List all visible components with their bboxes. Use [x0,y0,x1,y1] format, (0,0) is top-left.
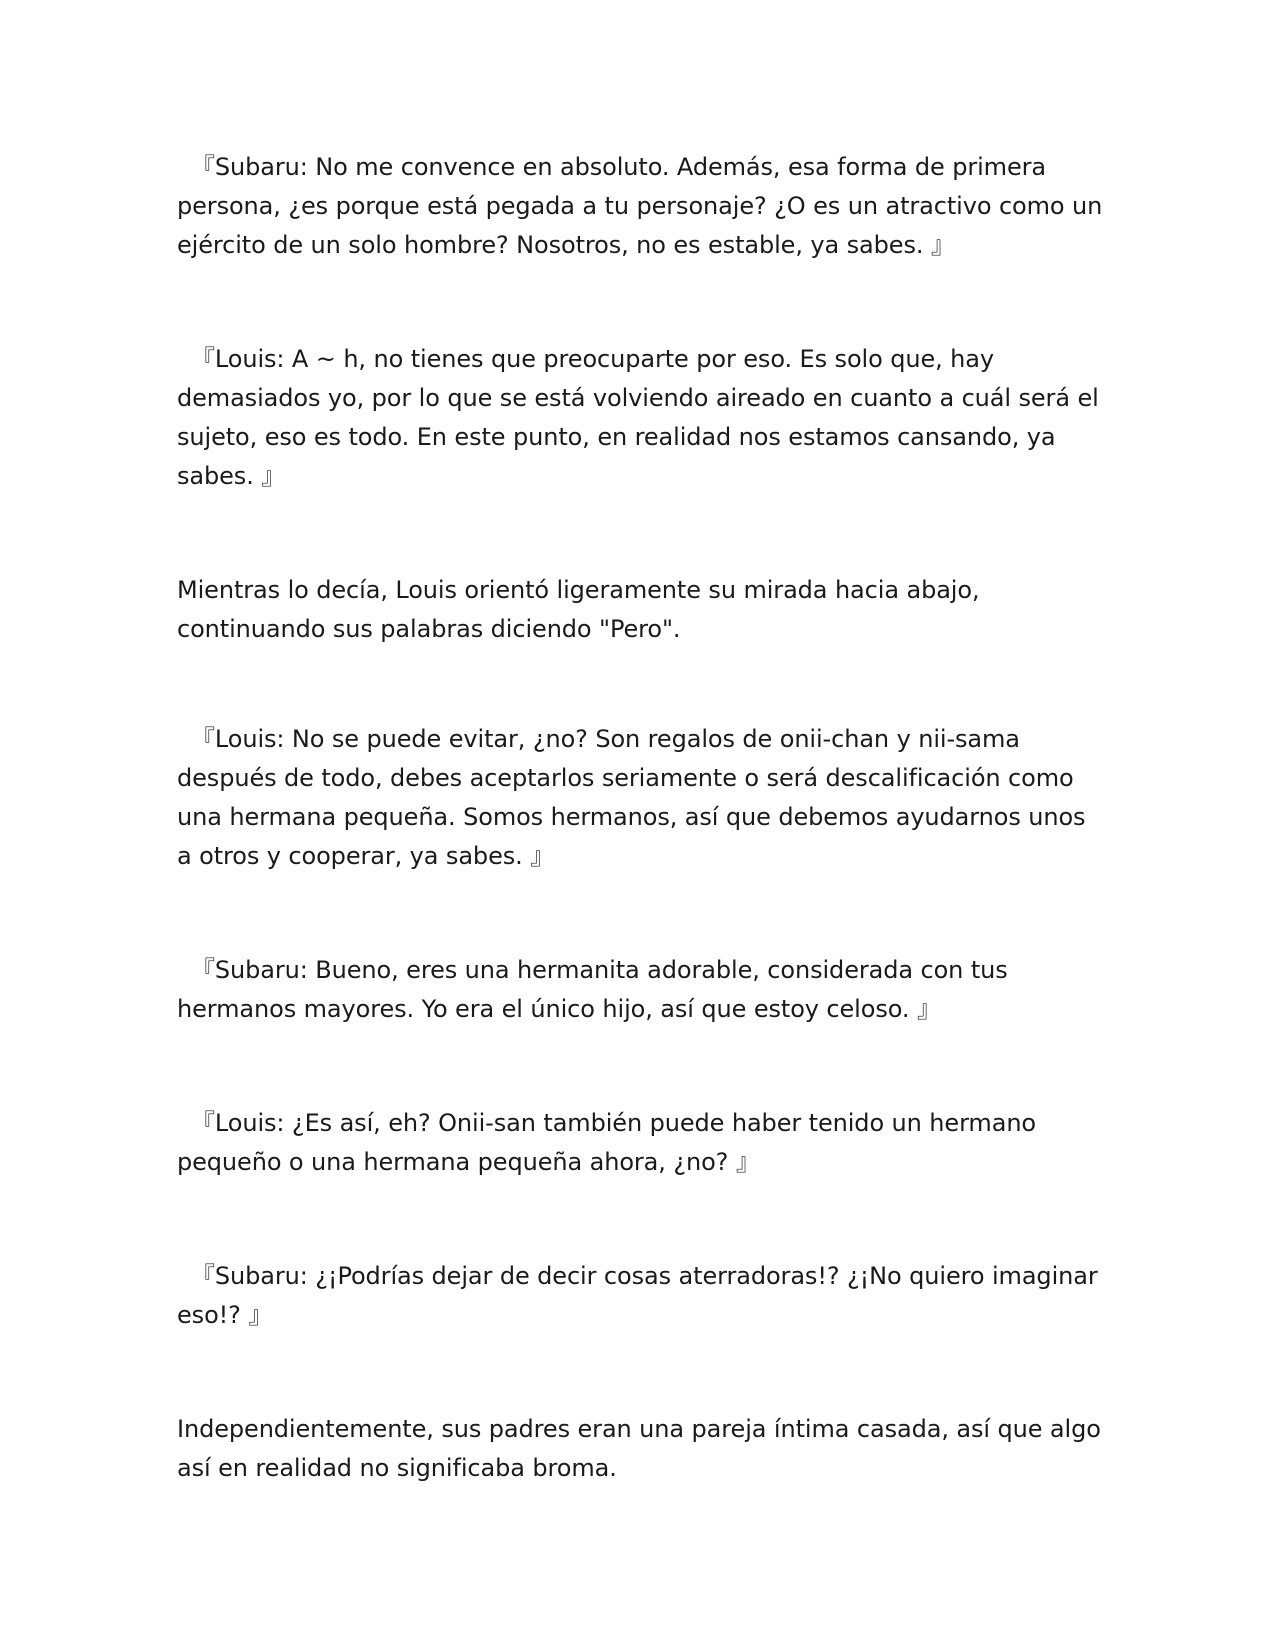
narration-paragraph-1: Mientras lo decía, Louis orientó ligeramente su mirada hacia abajo, continuando sus palabras diciendo "Pero". [177,576,980,643]
dialogue-paragraph-louis-2: 『Louis: No se puede evitar, ¿no? Son regalos de onii-chan y nii-sama después de todo, debes aceptarlos seriamente o será descalificación como una hermana pequeña. Somos hermanos, así que debemos ayudarnos unos a otros y cooperar, ya sabes. 』 [177,725,1086,870]
dialogue-paragraph-subaru-2: 『Subaru: Bueno, eres una hermanita adorable, considerada con tus hermanos mayores. Yo era el único hijo, así que estoy celoso. 』 [177,956,1008,1023]
dialogue-paragraph-louis-3: 『Louis: ¿Es así, eh? Onii-san también puede haber tenido un hermano pequeño o una hermana pequeña ahora, ¿no? 』 [177,1109,1037,1176]
narration-paragraph-2: Independientemente, sus padres eran una pareja íntima casada, así que algo así en realidad no significaba broma. [177,1415,1101,1482]
dialogue-paragraph-subaru-1: 『Subaru: No me convence en absoluto. Además, esa forma de primera persona, ¿es porque está pegada a tu personaje? ¿O es un atractivo como un ejército de un solo hombre? Nosotros, no es estable, ya sabes. 』 [177,153,1103,259]
dialogue-paragraph-subaru-3: 『Subaru: ¿¡Podrías dejar de decir cosas aterradoras!? ¿¡No quiero imaginar eso!? 』 [177,1262,1098,1329]
dialogue-paragraph-louis-1: 『Louis: A ~ h, no tienes que preocuparte por eso. Es solo que, hay demasiados yo, por lo que se está volviendo aireado en cuanto a cuál será el sujeto, eso es todo. En este punto, en realidad nos estamos cansando, ya sabes. 』 [177,345,1099,490]
